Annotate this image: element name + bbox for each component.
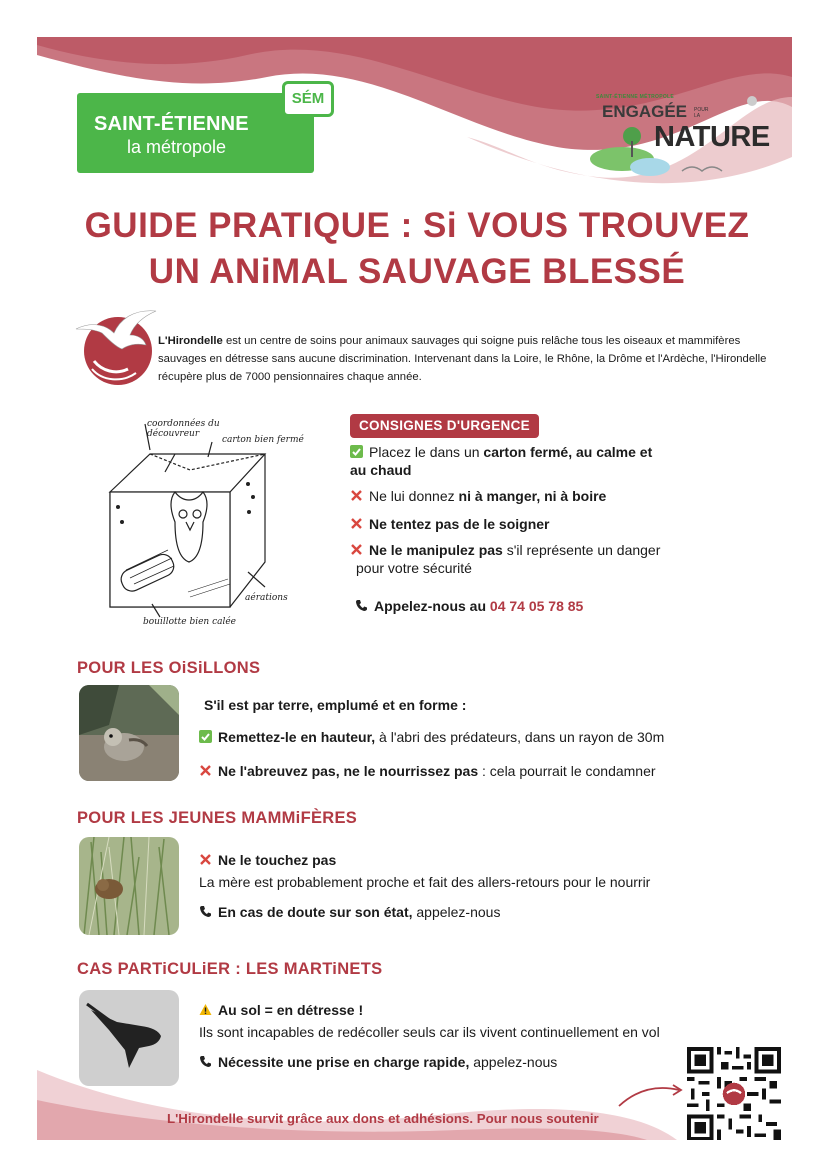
warning-icon	[199, 1003, 212, 1016]
mammiferes-line-1	[199, 851, 336, 869]
mammiferes-line-2: La mère est probablement proche et fait des allers-retours pour le nourrir	[199, 874, 651, 890]
photo-oisillon	[79, 685, 179, 781]
bird-hands-icon	[72, 299, 160, 387]
mammiferes-l1: Ne le touchez pas	[218, 852, 337, 868]
nature-logo-pour	[694, 107, 708, 119]
logo-city-text: SAINT-ÉTIENNE	[94, 113, 249, 135]
consigne-1-a: Placez le dans un	[369, 444, 484, 460]
check-icon	[350, 445, 363, 458]
nature-logo-engagee: ENGAGÉE	[602, 102, 688, 121]
engagee-nature-logo	[582, 91, 782, 191]
annotation-carton: carton bien fermé	[222, 435, 304, 445]
oisillons-do-text: à l'abri des prédateurs, dans un rayon de 30m	[375, 729, 665, 745]
mammiferes-l3-text: appelez-nous	[412, 904, 501, 920]
oisillons-do	[199, 728, 664, 746]
consigne-1-b: carton fermé, au calme et	[483, 444, 653, 460]
mammiferes-line-3	[199, 903, 500, 921]
cross-icon	[350, 543, 363, 556]
oisillons-do-bold: Remettez-le en hauteur,	[218, 729, 376, 745]
consigne-4-b: s'il représente un danger	[502, 542, 661, 558]
section-oisillons-title: POUR LES OiSiLLONS	[77, 659, 261, 677]
oisillons-dont-text: : cela pourrait le condamner	[478, 763, 656, 779]
annotation-aerations: aérations	[245, 593, 288, 603]
phone-icon	[199, 1055, 212, 1068]
section-mammiferes-title: POUR LES JEUNES MAMMiFÈRES	[77, 809, 358, 827]
consigne-2-a: Ne lui donnez	[369, 488, 459, 504]
photo-jeune-mammifere	[79, 837, 179, 935]
nature-logo-small-text: SAINT-ÉTIENNE MÉTROPOLE	[596, 94, 675, 100]
sem-badge-text: SÉM	[291, 90, 325, 107]
saint-etienne-metropole-logo	[77, 90, 325, 173]
nature-logo-nature: NATURE	[654, 121, 770, 153]
annotation-bouillotte: bouillotte bien calée	[143, 617, 237, 627]
cross-icon	[199, 853, 212, 866]
consigne-item-2	[350, 487, 606, 505]
urgence-heading: CONSIGNES D'URGENCE	[350, 414, 539, 438]
nature-logo-pour-word: POUR	[694, 107, 709, 113]
consigne-item-1	[350, 443, 750, 479]
consigne-2-b: ni à manger, ni à boire	[458, 488, 607, 504]
nature-logo-la-word: LA	[694, 113, 701, 119]
consigne-call	[355, 597, 583, 615]
cross-icon	[350, 489, 363, 502]
check-icon	[199, 730, 212, 743]
call-text: Appelez-nous au	[374, 598, 490, 614]
cross-icon	[350, 517, 363, 530]
oisillons-lead-text: S'il est par terre, emplumé et en forme :	[204, 697, 467, 713]
oisillons-dont	[199, 762, 656, 780]
section-martinets-title: CAS PARTiCULiER : LES MARTiNETS	[77, 960, 383, 978]
consigne-3: Ne tentez pas de le soigner	[369, 516, 550, 532]
cross-icon	[199, 764, 212, 777]
arrow-to-qr-icon	[615, 1080, 687, 1110]
martinets-l1: Au sol = en détresse !	[218, 1002, 364, 1018]
consigne-item-3	[350, 515, 550, 533]
consigne-4-c: pour votre sécurité	[356, 560, 472, 576]
flyer-page	[37, 37, 792, 1140]
phone-icon	[199, 905, 212, 918]
photo-martinet	[79, 990, 179, 1086]
intro-text: est un centre de soins pour animaux sauvages qui soigne puis relâche tous les oiseaux et mammifères sauvages en détresse sans aucune discrimination. Intervenant dans la Loire, le Rhône, la Drôme et l'Ardèche, l'Hirondelle récupère plus de 7000 pensionnaires chaque année.	[158, 335, 767, 383]
consigne-1-c: au chaud	[350, 462, 412, 478]
support-text: L'Hirondelle survit grâce aux dons et adhésions. Pour nous soutenir	[167, 1111, 599, 1126]
intro-paragraph	[158, 332, 783, 386]
martinets-line-2: Ils sont incapables de redécoller seuls car ils vivent continuellement en vol	[199, 1024, 660, 1040]
annotation-coords: coordonnées du découvreur	[147, 419, 220, 439]
page-title	[77, 203, 757, 295]
martinets-line-3	[199, 1053, 557, 1071]
phone-icon	[355, 599, 368, 612]
oisillons-lead	[204, 696, 466, 714]
sem-badge	[282, 81, 334, 117]
qr-code[interactable]	[687, 1047, 781, 1140]
logo-metropole-text: la métropole	[127, 137, 227, 157]
consigne-4-a: Ne le manipulez pas	[369, 542, 503, 558]
mammiferes-l3-bold: En cas de doute sur son état,	[218, 904, 413, 920]
martinets-line-1	[199, 1001, 363, 1019]
title-line-2: UN ANiMAL SAUVAGE BLESSÉ	[148, 252, 686, 291]
title-line-1: GUIDE PRATIQUE : Si VOUS TROUVEZ	[84, 206, 750, 245]
oisillons-dont-bold: Ne l'abreuvez pas, ne le nourrissez pas	[218, 763, 479, 779]
phone-number: 04 74 05 78 85	[489, 598, 584, 614]
consigne-item-4	[350, 541, 750, 577]
martinets-l3-text: appelez-nous	[469, 1054, 558, 1070]
intro-org-name: L'Hirondelle	[158, 335, 223, 347]
martinets-l3-bold: Nécessite une prise en charge rapide,	[218, 1054, 470, 1070]
